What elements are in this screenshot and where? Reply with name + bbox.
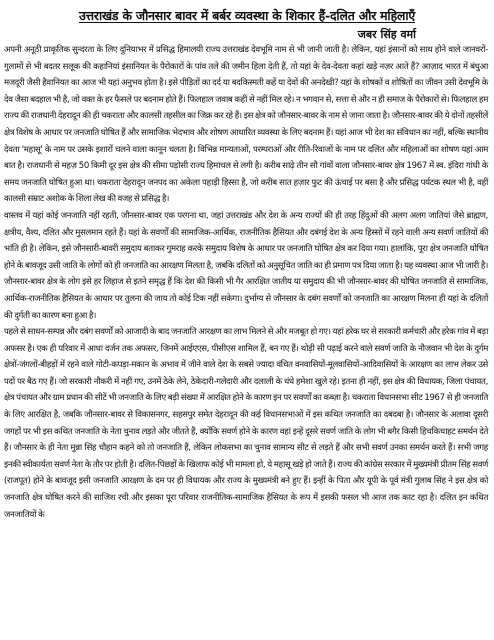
article-author: जबर सिंह वर्मा (357, 28, 416, 41)
article-paragraph: पहले से साधन-सम्पन्न और दबंग सवर्णों को आजादी के बाद जनजाति आरक्षण का लाभ मिलने से और मजबूत हो गए। यहां हरेक घर से सरकारी कर्मचारी और हरेक गांव में बड़ा अफसर है। एक ही परिवार में आधा दर्जन तक अफसर, जिनमें आईएएस, पीसीएस शामिल हैं, बन गए हैं। थोड़ी सी पढ़ाई करने वाले सवर्ण जाति के नौजवान भी देश के दुर्गम क्षेत्रों-जंगलों-बीहड़ों में रहने वाले गोटी-कपड़ा-मकान के अभाव में जीने वाले देश के सबसे ज्यादा वंचित वनवासियों-मूलवासियों-आदिवासियों के आरक्षण का लाभ लेकर उसे पदों पर बैठ गए हैं। जो सरकारी नौकरी में नहीं गए, उनमें ठेके लेने, ठेकेदारी-गलेदारी और दलाली के धंधे हमेशा खुले रहे। इतना ही नहीं, इस क्षेत्र की विधायक, जिला पंचायत, क्षेत्र पंचायत और ग्राम प्रधान की सीटें भी जनजाति के लिए बड़ी संख्या में आरक्षित होने के कारण इन पर सवर्णों का कब्ज़ा है। चकराता विधानसभा सीट 1967 से ही जनजाति के लिए आरक्षित है, जबकि जौनसार-बावर से विकासनगर, सहसपुर समेत देहरादून की कई विधानसभाओं में इस कथित जनजाति का दबदबा है। जौनसार के अलावा दूसरी जगहों पर भी इस कथित जनजाति के नेता चुनाव लड़ते और जीतते हैं, क्योंकि सवर्ण होने के कारण वहां इन्हें दूसरे सवर्ण जाति के लोग भी बगैर किसी हिचकिचाहट समर्थन देते हैं। जौनसार के ही नेता मुन्ना सिंह चौहान कहने को तो जनजाति हैं, लेकिन लोकसभा का चुनाव सामान्य सीट से लड़ते हैं और सभी सवर्ण उनका समर्थन करते हैं। सभी जगह इनकी स्वीकार्यता सवर्ण नेता के तौर पर होती है। दलित-पिछड़ों के खिलाफ कोई भी मामला हो, ये महासू खड़े हो जाते हैं। राज्य की कांग्रेस सरकार में मुख्यमंत्री प्रीतम सिंह सवर्ण (राजपूत) होने के बावजूद इसी जनजाति आरक्षण के दम पर ही विधायक और राज्य के मुख्यमंत्री बने हुए हैं। इन्हीं के पिता और यूपी के पूर्व मंत्री गुलाब सिंह ने इस क्षेत्र को जनजाति क्षेत्र घोषित करने की साजिश रची और इसका पूरा परिवार राजनीतिक-सामाजिक हैसियत के रूप में इसकी फसल भी आज तक काट रहा है। दलित इन कथित जनजातियों के (4, 327, 488, 520)
article-title: उत्तराखंड के जौनसार बावर में बर्बर व्यवस्था के शिकार हैं-दलित और महिलाएँ (78, 8, 416, 23)
article-paragraph: अपनी अनूठी प्राकृतिक सुन्दरता के लिए दुनियाभर में प्रसिद्ध हिमालयी राज्य उत्तराखंड देवभूमि नाम से भी जानी जाती है। लेकिन, यहां इंसानों को साथ होने वाले जानवरों-गुलामों से भी बदतर सलूक की कहानियां इंसानियत के पैरोकारों के पांव तले की जमीन हिला देती हैं, तो यहां के देव-देवता कहां खड़े नज़र आते हैं? आज़ाद भारत में बंधुआ मजदूरी जैसी हैवानियत का आज भी यहां अनुभव होता है। इसे पीड़ितों का दर्द या बदकिस्मती कहें या देवों की अनदेखी? यहां के शोषकों व शोषितों का जीवन उसी देवभूमि के देव जैसा बदहाल भी है, जो वक्त के हर फैसले पर बदनाम होते हैं। फिलहाल जवाब कहीं से नहीं मिल रहे। न भगवान से, सत्ता से और न ही समाज के पैरोकारों से। फिलहाल हम राज्य की राजधानी देहरादून की ही चकराता और कालसी तहसील का जिक्र कर रहे हैं। इस क्षेत्र को जौनसार-बावर के नाम से जाना जाता है। जौनसार-बावर की ये दोनों तहसीलें क्षेत्र विशेष के आधार पर जनजाति घोषित हैं और सामाजिक भेदभाव और शोषण आधारित व्यवस्था के लिए बदनाम हैं। यहां आज भी देश का संविधान का नहीं, बल्कि स्थानीय देवता 'महासू' के नाम पर उसके इशारों चलने वाला कानून चलता है। विभिन्न मान्यताओं, परम्पराओं और रीति-रिवाजों के नाम पर दलित और महिलाओं का शोषण यहां आम बात है। राजधानी से महज़ 50 किमी दूर इस क्षेत्र की सीमा पड़ोसी राज्य हिमाचल से लगी है। करीब साढ़े तीन सौ गांवों वाला जौनसार-बावर क्षेत्र 1967 में स्व. इंदिरा गांधी के समय जनजाति घोषित हुआ था। चकराता देहरादून जनपद का अकेला पहाड़ी हिस्सा है, जो करीब सात हज़ार फुट की ऊंचाई पर बसा है और प्रसिद्ध पर्यटक स्थल भी है, वहीं कालसी सम्राट अशोक के शिला लेख की वजह से प्रसिद्ध है। (4, 45, 488, 205)
article-page (4, 4, 490, 636)
article-paragraph: वास्तव में यहां कोई जनजाति नहीं रहती, जौनसार-बावर एक परगना था, जहां उत्तराखंड और देश के अन्य राज्यों की ही तरह हिंदुओं की अलग अलग जातियां जैसे ब्राह्मण, क्षत्रीय, वैश्य, दलित और मुसलमान रहते हैं। यहां के सवर्णों की सामाजिक-आर्थिक, राजनीतिक हैसियत और दबंगई देश के अन्य हिस्सों में रहने वाली अन्य सवर्ण जातियों की भांति ही है। लेकिन, इसे जौनसारी-बावरी समुदाय बताकर गुमराह करके समुदाय विशेष के आधार पर जनजाति घोषित क्षेत्र कर दिया गया। हालांकि, पूरा क्षेत्र जनजाति घोषित होने के बावजूद उसी जाति के लोगों को ही जनजाति का आरक्षण मिलता है, जबकि दलितों को अनुसूचित जाति का ही प्रमाण पत्र दिया जाता है। यह व्यवस्था आज भी जारी है। जौनसार-बावर क्षेत्र के लोग इसे हर लिहाज से इतने समृद्ध हैं कि देश की किसी भी गैर आरक्षित जातीय या समुदाय की भी जौनसार-बावर की घोषित जनजाति से सामाजिक, आर्थिक-राजनीतिक हैसियत के आधार पर तुलना की जाय तो कोई टिक नहीं सकेगा। दुर्भाग्य से जौनसार के दबंग सवर्णों को जनजाति का आरक्षण मिलना ही यहां के दलितों की दुर्गती का कारण बना हुआ है। (4, 210, 488, 321)
article-body (4, 42, 490, 523)
